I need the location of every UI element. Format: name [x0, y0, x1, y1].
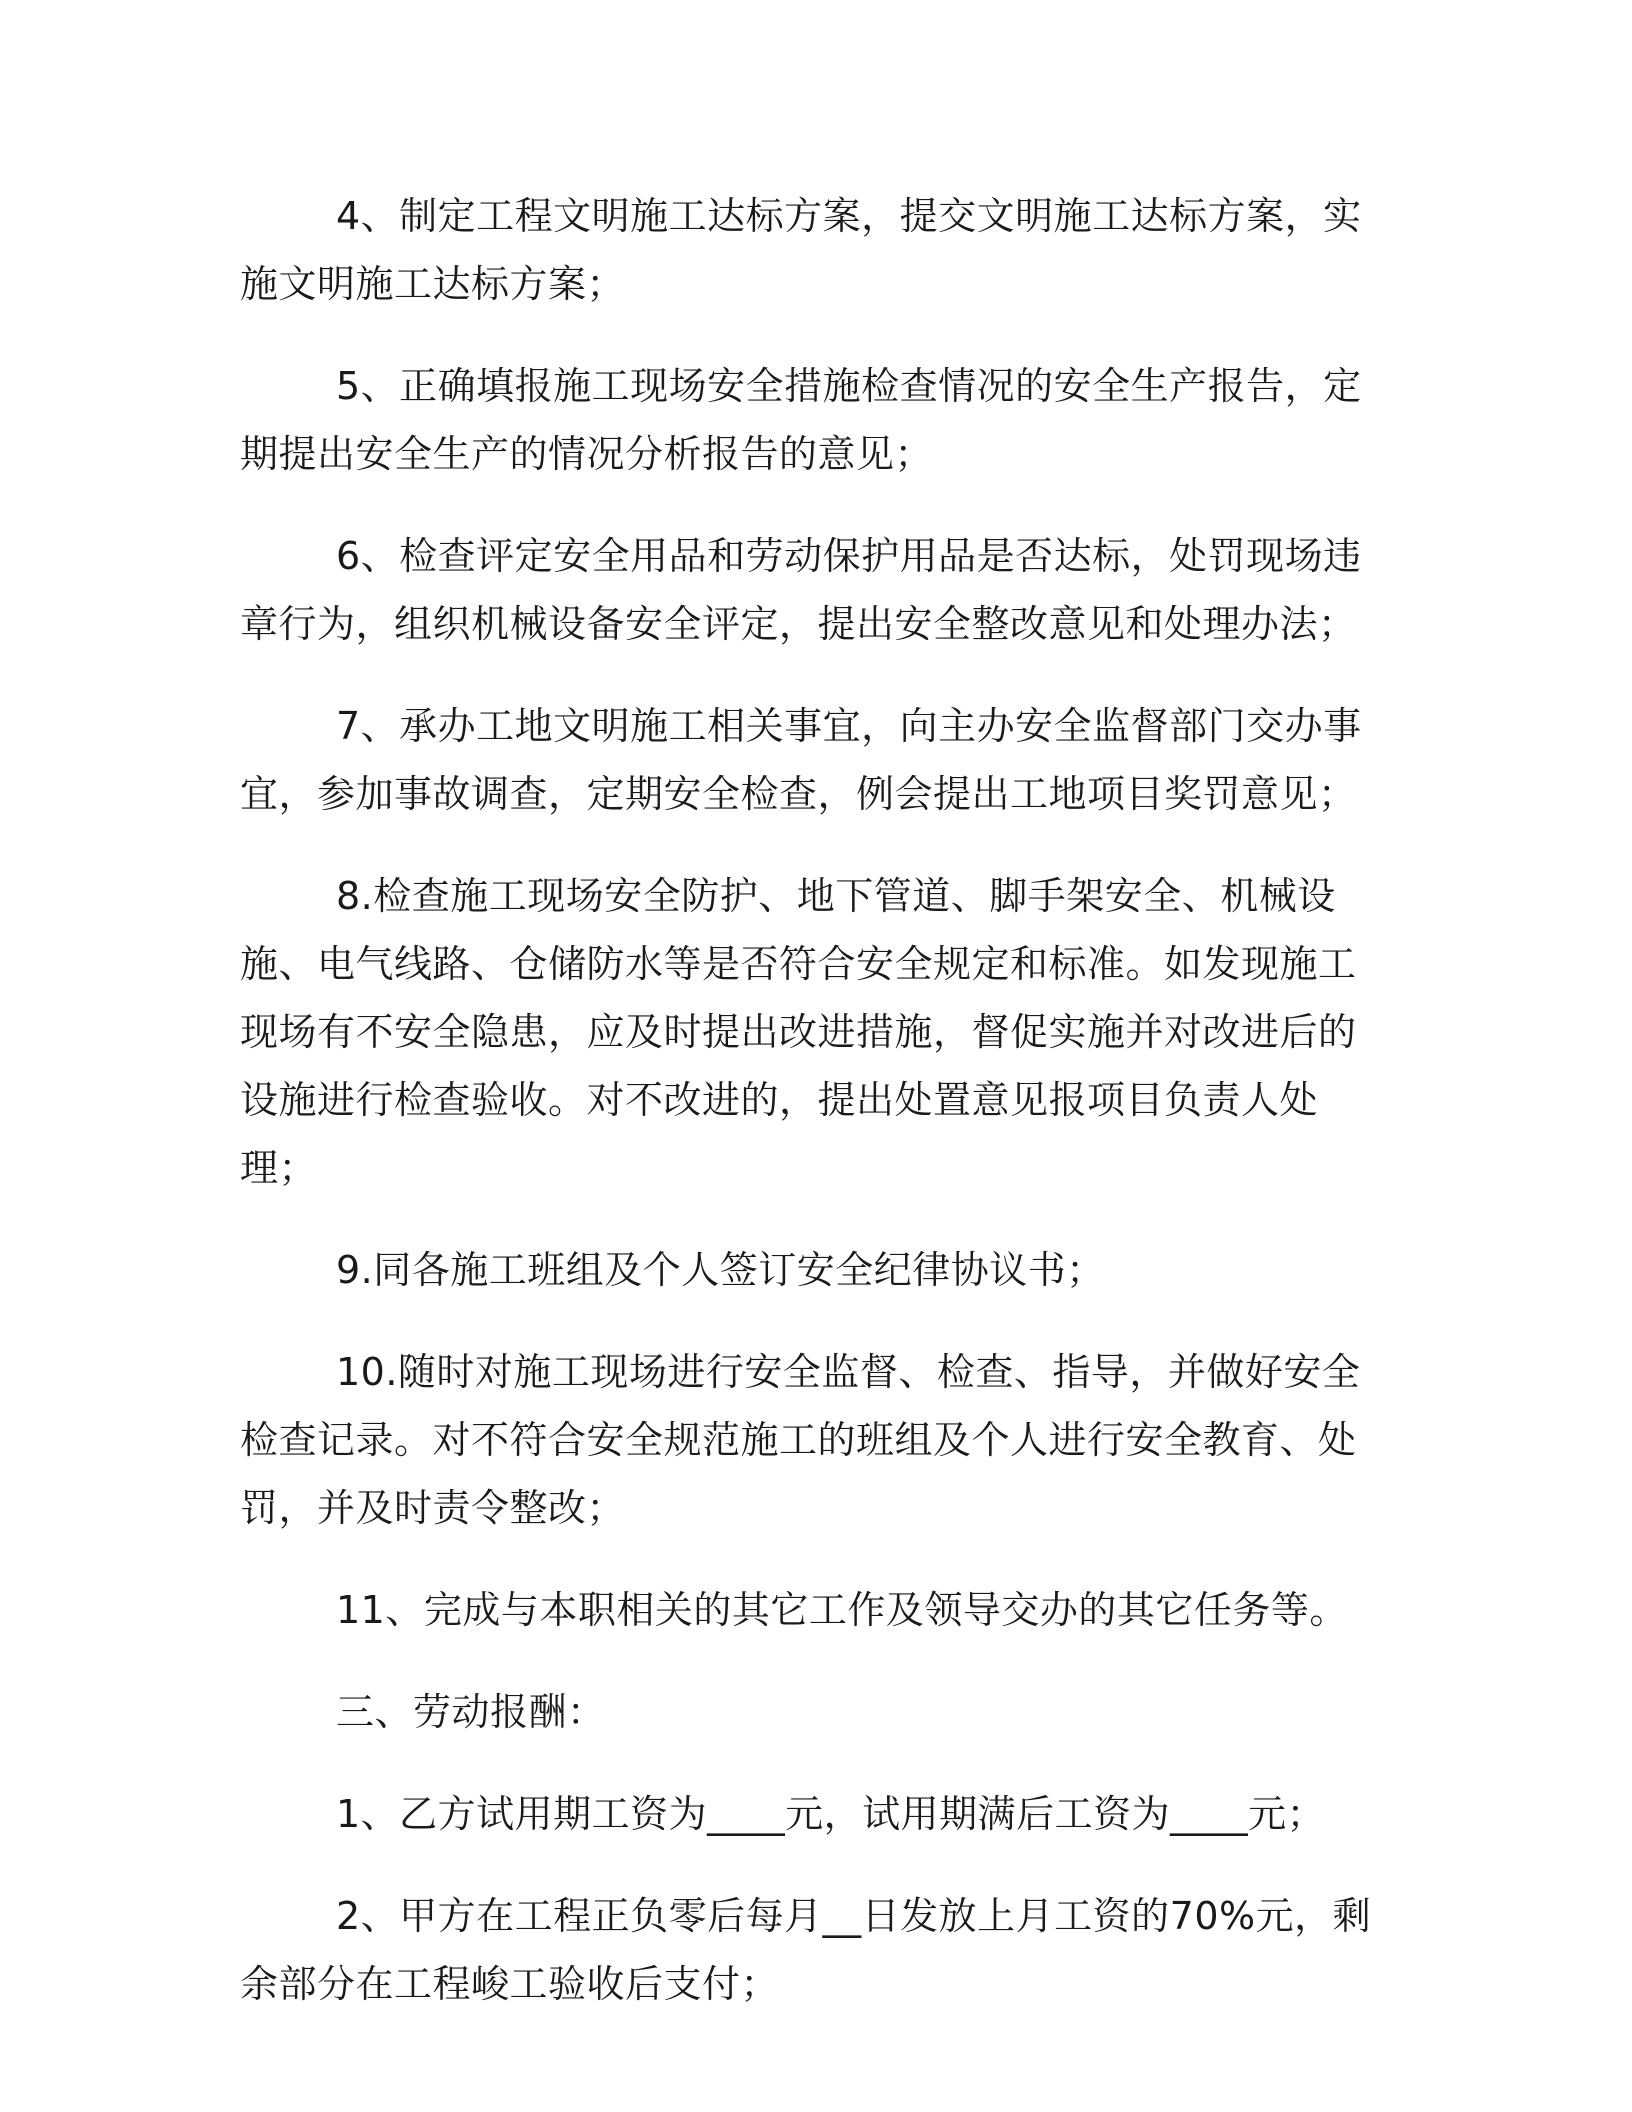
paragraph-salary-2: 2、甲方在工程正负零后每月__日发放上月工资的70%元，剩余部分在工程峻工验收后支付； [240, 1894, 1372, 2006]
section-heading-labor-remuneration: 三、劳动报酬： [336, 1690, 606, 1734]
paragraph-item-9: 9.同各施工班组及个人签订安全纪律协议书； [336, 1248, 1105, 1292]
paragraph-item-7: 7、承办工地文明施工相关事宜，向主办安全监督部门交办事宜，参加事故调查，定期安全检查，例会提出工地项目奖罚意见； [240, 704, 1362, 816]
paragraph-item-4: 4、制定工程文明施工达标方案，提交文明施工达标方案，实施文明施工达标方案； [240, 194, 1362, 306]
paragraph-item-5: 5、正确填报施工现场安全措施检查情况的安全生产报告，定期提出安全生产的情况分析报告的意见； [240, 364, 1362, 476]
paragraph-item-8: 8.检查施工现场安全防护、地下管道、脚手架安全、机械设施、电气线路、仓储防水等是否符合安全规定和标准。如发现施工现场有不安全隐患，应及时提出改进措施，督促实施并对改进后的设施进行检查验收。对不改进的，提出处置意见报项目负责人处理； [240, 874, 1357, 1190]
paragraph-item-10: 10.随时对施工现场进行安全监督、检查、指导，并做好安全检查记录。对不符合安全规范施工的班组及个人进行安全教育、处罚，并及时责令整改； [240, 1350, 1361, 1530]
document-body [240, 182, 1380, 2052]
paragraph-item-11: 11、完成与本职相关的其它工作及领导交办的其它任务等。 [336, 1588, 1348, 1632]
paragraph-salary-1: 1、乙方试用期工资为____元，试用期满后工资为____元； [336, 1792, 1326, 1836]
paragraph-item-6: 6、检查评定安全用品和劳动保护用品是否达标，处罚现场违章行为，组织机械设备安全评定，提出安全整改意见和处理办法； [240, 534, 1362, 646]
